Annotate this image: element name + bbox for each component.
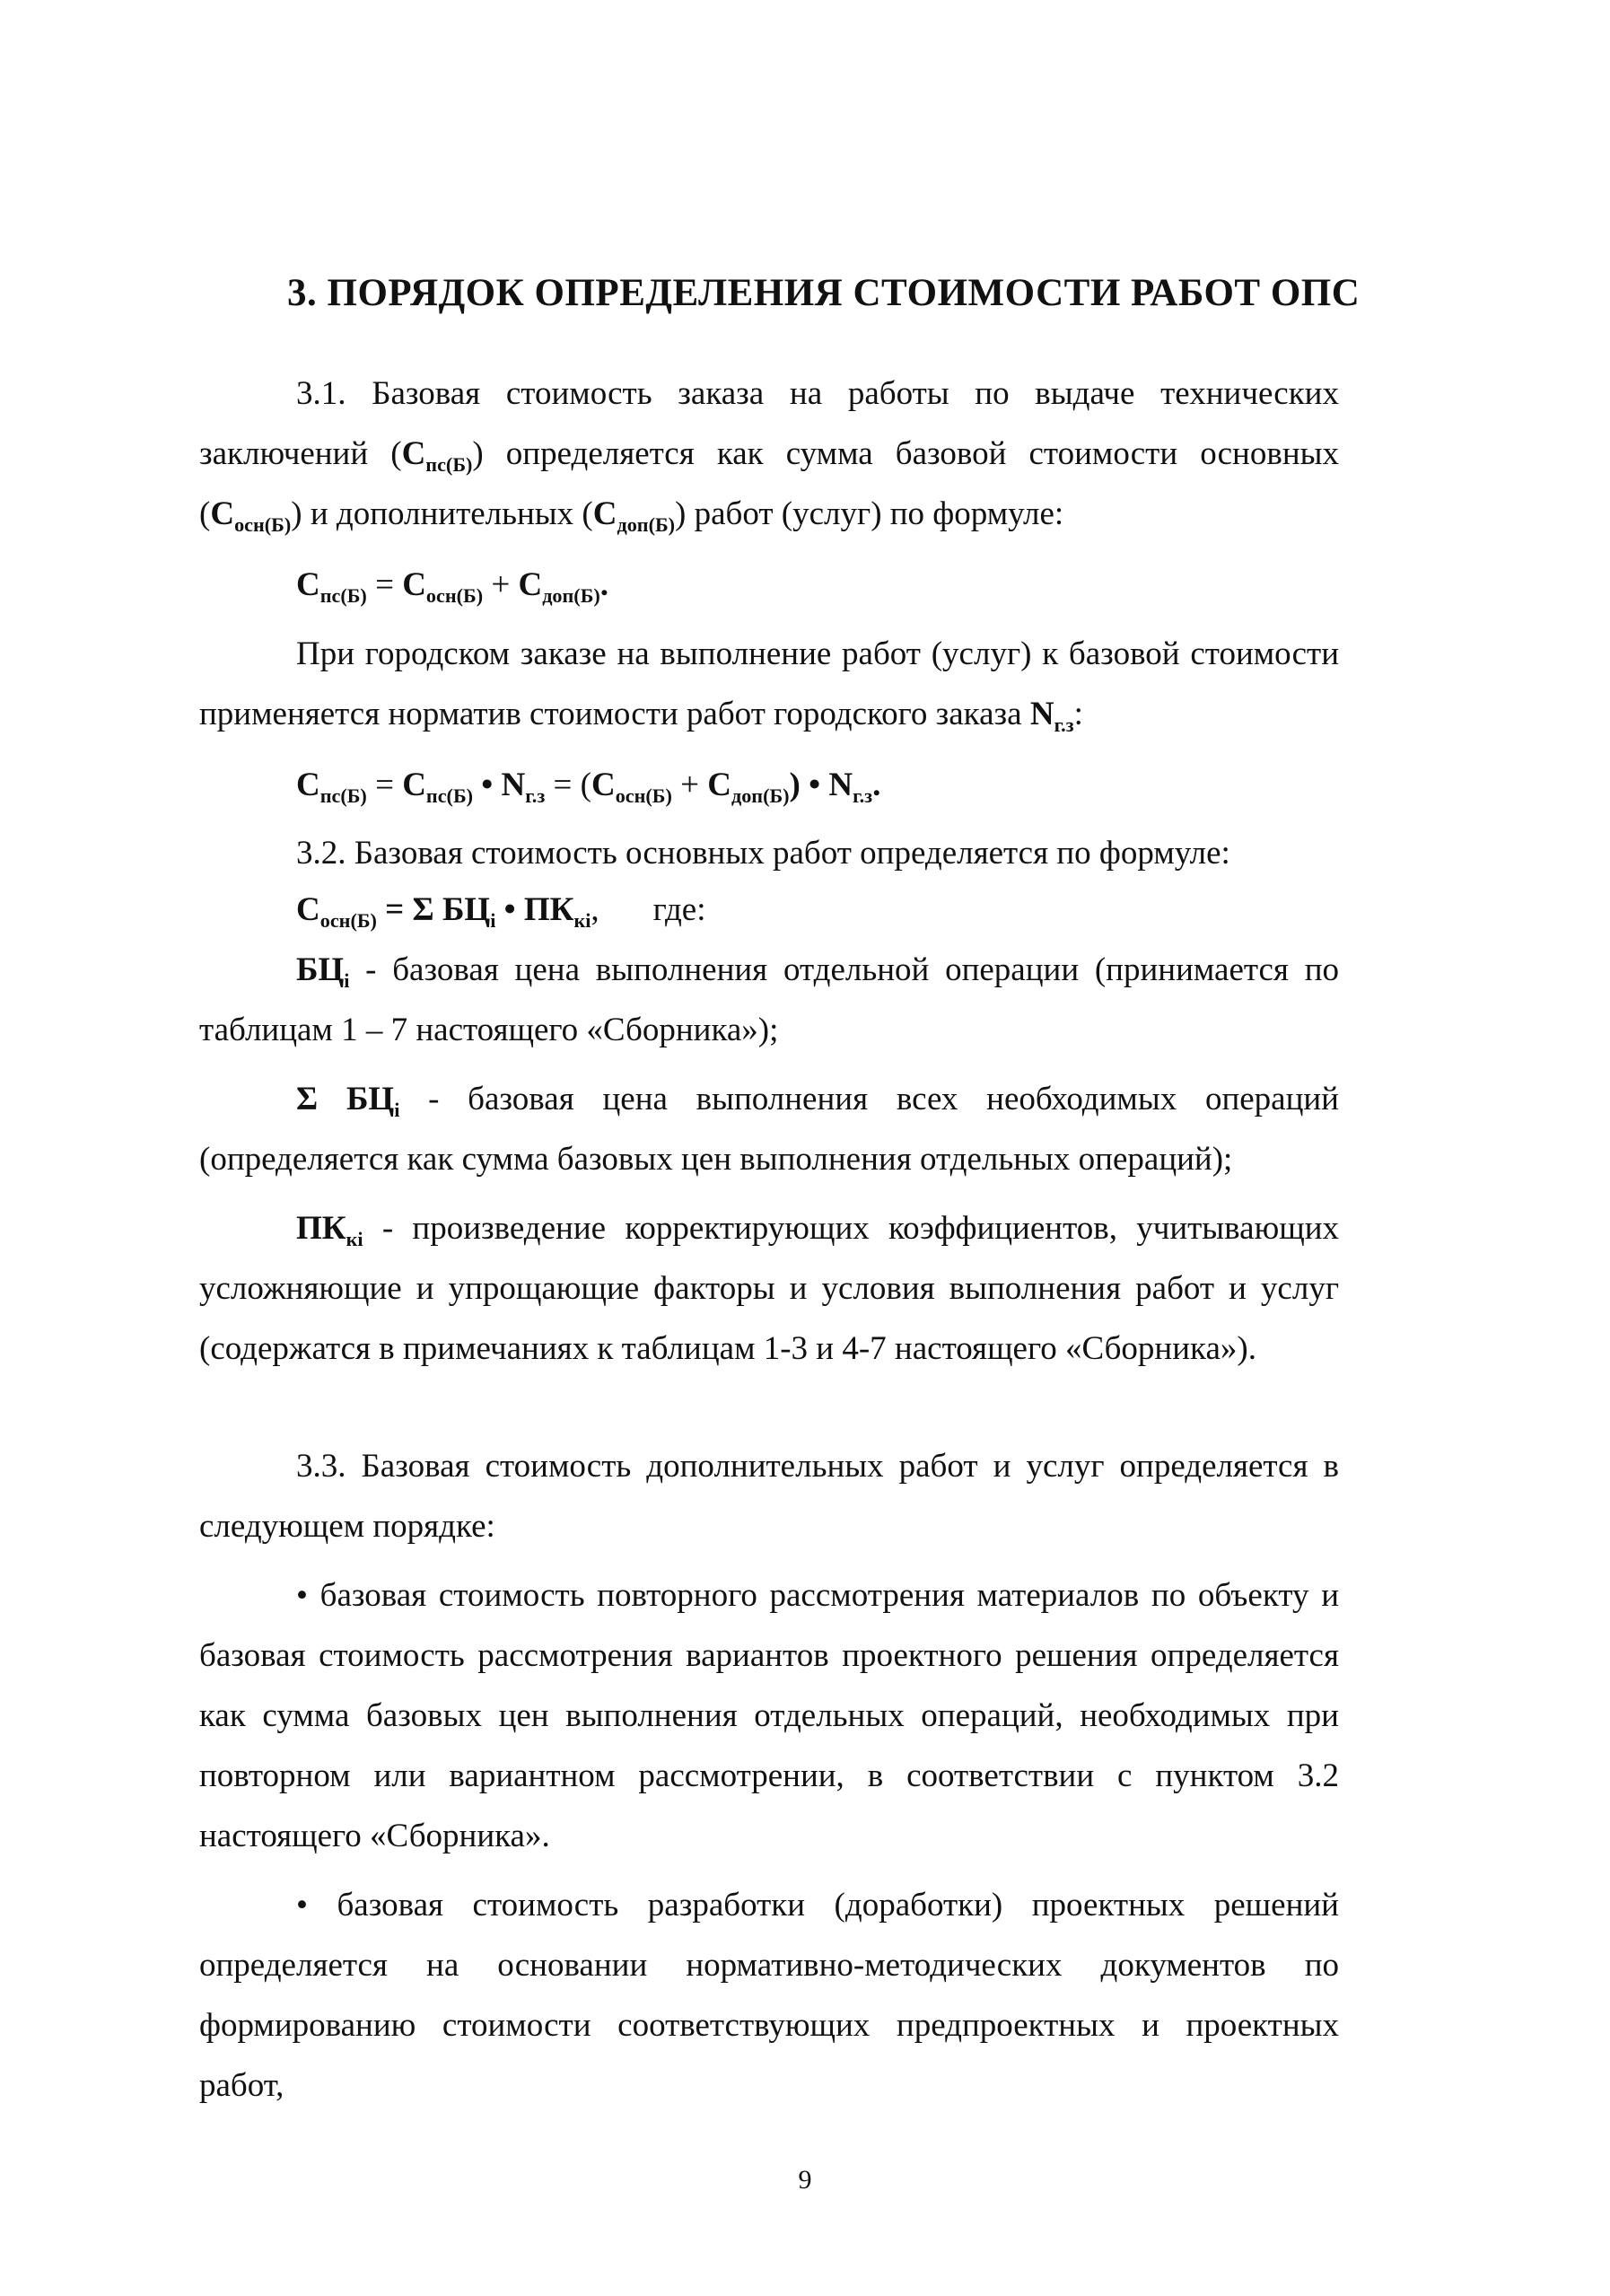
symbol-bc: БЦ bbox=[346, 1081, 395, 1117]
symbol-pk: ПК bbox=[296, 1210, 346, 1247]
definitions bbox=[199, 940, 1339, 1379]
formula-2 bbox=[296, 766, 881, 807]
paragraph-text: и дополнительных bbox=[302, 495, 582, 532]
symbol-c: С bbox=[402, 767, 426, 803]
symbol-n: N bbox=[828, 767, 853, 803]
subscript: доп(Б) bbox=[542, 583, 600, 607]
symbol-c: С bbox=[401, 435, 426, 472]
subscript: i bbox=[394, 1098, 400, 1121]
subscript: г.з bbox=[1054, 713, 1074, 736]
operator: = bbox=[366, 767, 403, 803]
paragraph-text: 3.1. Базовая стоимость заказа на работы по выдаче технических заключений bbox=[199, 375, 1339, 472]
operator: + bbox=[671, 767, 708, 803]
subscript: осн(Б) bbox=[319, 908, 377, 932]
symbol-c: С bbox=[210, 495, 235, 532]
definition-sum-bc bbox=[199, 1069, 1339, 1189]
subscript: г.з bbox=[853, 784, 873, 807]
subscript: i bbox=[490, 908, 496, 932]
formula-1 bbox=[296, 565, 609, 607]
symbol-pk: ПК bbox=[523, 891, 574, 928]
symbol-n: N bbox=[1029, 696, 1054, 732]
formula-3 bbox=[296, 890, 706, 932]
bullet-item: • базовая стоимость разработки (доработки) проектных решений определяется на основании нормативно-методических документов по формированию стоимости соответствующих предпроектных и проектных работ, bbox=[199, 1887, 1339, 2104]
subscript: пс(Б) bbox=[319, 583, 367, 607]
definition-text: - произведение корректирующих коэффициентов, учитывающих усложняющие и упрощающие факторы и условия выполнения работ и услуг (содержатся в примечаниях к таблицам 1-3 и 4-7 настоящего «Сборника»). bbox=[199, 1210, 1339, 1367]
paragraph-text: 3.3. Базовая стоимость дополнительных работ и услуг определяется в следующем порядке: bbox=[199, 1448, 1339, 1545]
subscript: осн(Б) bbox=[425, 583, 484, 607]
subscript: пс(Б) bbox=[425, 784, 473, 807]
subscript: доп(Б) bbox=[617, 513, 676, 536]
subscript: доп(Б) bbox=[731, 784, 790, 807]
operator: + bbox=[483, 566, 519, 603]
symbol-c: С bbox=[592, 495, 617, 532]
paragraph-text: : bbox=[1073, 696, 1083, 732]
bullet-item: • базовая стоимость повторного рассмотрения материалов по объекту и базовая стоимость рассмотрения вариантов проектного решения определяется как сумма базовых цен выполнения отдельных операций, необходимых при повторном или вариантном рассмотрении, в соответствии с пунктом 3.2 настоящего «Сборника». bbox=[199, 1577, 1339, 1854]
operator: = ( bbox=[545, 767, 591, 803]
operator: • bbox=[800, 767, 829, 803]
symbol-c: С bbox=[402, 566, 426, 603]
operator: = bbox=[366, 566, 403, 603]
operator: . bbox=[599, 566, 609, 603]
definition-text: - базовая цена выполнения всех необходимых операций (определяется как сумма базовых цен выполнения отдельных операций); bbox=[199, 1081, 1339, 1178]
symbol-bc: БЦ bbox=[296, 951, 345, 988]
symbol-c: С bbox=[591, 767, 616, 803]
paragraph-3-1: 3.1. Базовая стоимость заказа на работы по выдаче технических заключений $(С_{пс(Б)})$ определяется как сумма базовой стоимости основных $(С_{осн(Б)})$ и дополнительных $(С_{доп(Б)})$ работ (услуг) по формуле: bbox=[199, 375, 1339, 536]
symbol-n: N bbox=[501, 767, 526, 803]
operator: , bbox=[591, 891, 599, 928]
symbol-c: С bbox=[518, 566, 543, 603]
symbol-c: С bbox=[707, 767, 731, 803]
definition-pk bbox=[199, 1198, 1339, 1379]
subscript: пс(Б) bbox=[425, 452, 473, 476]
operator: . bbox=[872, 767, 881, 803]
paragraph-3-2 bbox=[199, 823, 1339, 883]
subscript: осн(Б) bbox=[615, 784, 672, 807]
paragraph-3-3 bbox=[199, 1436, 1339, 2116]
sigma-symbol: Σ bbox=[296, 1081, 346, 1117]
definition-bc bbox=[199, 940, 1339, 1060]
paragraph-city-order bbox=[199, 624, 1339, 744]
paragraph-text: определяется как сумма базовой стоимости основных bbox=[483, 435, 1339, 472]
where-label: где: bbox=[652, 891, 706, 928]
subscript: осн(Б) bbox=[234, 513, 292, 536]
subscript: пс(Б) bbox=[319, 784, 367, 807]
symbol-c: С bbox=[296, 767, 320, 803]
paragraph-text: 3.2. Базовая стоимость основных работ определяется по формуле: bbox=[296, 835, 1230, 872]
operator: • bbox=[495, 891, 524, 928]
operator: • bbox=[473, 767, 502, 803]
symbol-c: С bbox=[296, 566, 320, 603]
definition-text: - базовая цена выполнения отдельной операции (принимается по таблицам 1 – 7 настоящего «Сборника»); bbox=[199, 951, 1339, 1048]
subscript: кi bbox=[573, 908, 591, 932]
paragraph-text: работ (услуг) по формуле: bbox=[686, 495, 1064, 532]
paragraph-text: При городском заказе на выполнение работ (услуг) к базовой стоимости применяется норматив стоимости работ городского заказа bbox=[199, 635, 1339, 732]
subscript: кi bbox=[346, 1227, 363, 1250]
subscript: i bbox=[344, 968, 350, 992]
section-heading: 3. ПОРЯДОК ОПРЕДЕЛЕНИЯ СТОИМОСТИ РАБОТ ОПС bbox=[287, 272, 1361, 314]
subscript: г.з bbox=[525, 784, 546, 807]
operator: = Σ bbox=[376, 891, 442, 928]
symbol-bc: БЦ bbox=[442, 891, 491, 928]
operator: ) bbox=[789, 767, 801, 803]
page-number: 9 bbox=[798, 2165, 812, 2195]
symbol-c: С bbox=[296, 891, 320, 928]
